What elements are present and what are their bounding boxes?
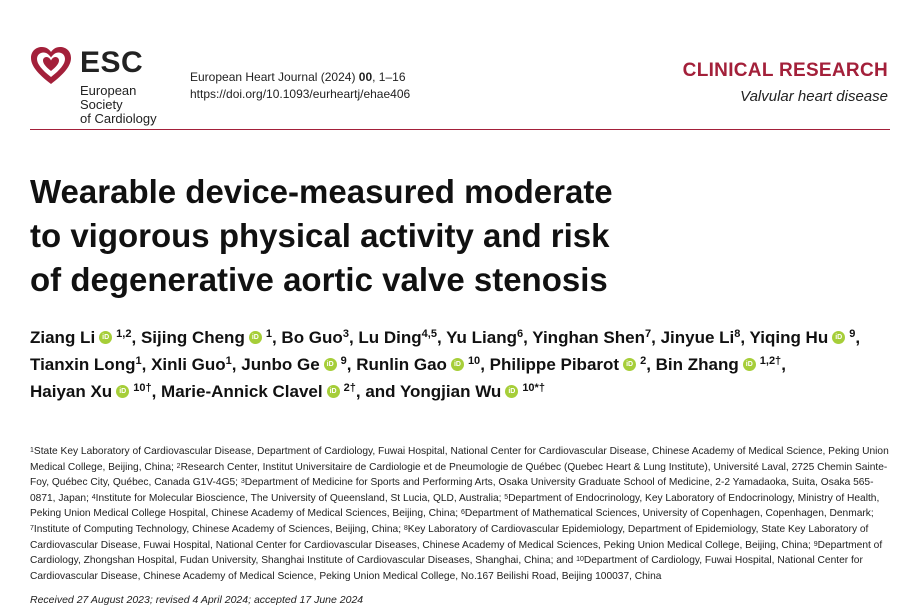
orcid-icon[interactable]: iD	[451, 358, 464, 371]
article-header	[0, 0, 910, 130]
logo-subtitle-line2: of Cardiology	[80, 111, 157, 126]
affiliation-number: 7	[30, 524, 34, 532]
affiliation-text: Department of Cardiology, Fuwai Hospital, National Center for Cardiovascular Disease, Chinese Academy of Medical Science, Peking Union Medical College, No.167 Beilishi Road, Beijing 100037, China	[30, 555, 863, 582]
author-name[interactable]	[141, 328, 277, 347]
author-name-text: Yu Liang	[446, 328, 517, 347]
affiliation-text: Institute for Molecular Bioscience, The University of Queensland, St Lucia, QLD, Australia;	[95, 492, 505, 504]
affiliation-text: Key Laboratory of Cardiovascular Epidemiology, Department of Epidemiology, State Key Laboratory of Cardiovascular Disease, Fuwai Hospital, National Center for Cardiovascular Diseases, Chinese Academy of Medical Sciences, Peking Union Medical College, Beijing, China;	[30, 523, 869, 551]
author-affiliation-marker: 1,2	[116, 328, 132, 340]
author-separator: ,	[781, 355, 786, 374]
author-list	[30, 324, 890, 405]
journal-volume: 00	[358, 70, 373, 84]
author-name-text: Philippe Pibarot	[489, 355, 620, 374]
author-name-text: Haiyan Xu	[30, 382, 113, 401]
affiliation-text: Department of Cardiology, Zhongshan Hospital, Fudan University, Shanghai Institute of Cardiovascular Diseases, Shanghai, China; and	[30, 539, 883, 567]
author-name-text: Lu Ding	[358, 328, 422, 347]
author-name-text: Jinyue Li	[660, 328, 735, 347]
affiliation-text: Department of Endocrinology, Key Laboratory of Endocrinology, Ministry of Health, Peking Union Medical College Hospital, Chinese Academy of Medical Sciences, Beijing, China;	[30, 492, 880, 520]
author-affiliation-marker: 6	[516, 328, 524, 340]
author-name[interactable]	[30, 328, 136, 347]
author-name[interactable]	[750, 328, 861, 347]
author-separator: ,	[436, 328, 442, 347]
author-name-text: Ziang Li	[30, 328, 96, 347]
author-name[interactable]	[30, 355, 146, 374]
logo-subtitle	[80, 84, 180, 126]
author-name-text: Runlin Gao	[356, 355, 447, 374]
orcid-icon[interactable]: iD	[99, 331, 112, 344]
affiliation-text: Research Center, Institut Universitaire de Cardiologie et de Pneumologie de Québec (Quebec Heart & Lung Institute), Université Laval, 2725 Chemin Sainte-Foy, Québec City, Québec, Canada G1V-4G5;	[30, 461, 888, 489]
author-affiliation-marker: 10†	[133, 382, 152, 394]
author-affiliation-marker: 4,5	[421, 328, 437, 340]
orcid-icon[interactable]: iD	[327, 385, 340, 398]
author-name[interactable]	[356, 355, 485, 374]
author-name-text: and Yongjian Wu	[365, 382, 502, 401]
affiliation-text: State Key Laboratory of Cardiovascular Disease, Department of Cardiology, Fuwai Hospital, National Center for Cardiovascular Disease, Chinese Academy of Medical Science, Peking Union Medical College, Beijing, China;	[30, 446, 889, 473]
author-name-text: Bin Zhang	[655, 355, 739, 374]
author-affiliation-marker: 9	[849, 328, 856, 340]
orcid-icon[interactable]: iD	[743, 358, 756, 371]
author-separator: ,	[480, 355, 485, 374]
author-separator: ,	[271, 328, 277, 347]
journal-pages: , 1–16	[372, 70, 406, 84]
citation-line	[190, 69, 410, 86]
section-label	[683, 60, 888, 106]
author-separator: ,	[346, 355, 352, 374]
author-name-text: Bo Guo	[281, 328, 343, 347]
author-separator: ,	[131, 328, 137, 347]
orcid-icon[interactable]: iD	[832, 331, 845, 344]
title-line: to vigorous physical activity and risk	[30, 217, 610, 254]
author-separator: ,	[151, 382, 157, 401]
affiliation-number: 6	[460, 509, 465, 517]
affiliation-number: 9	[813, 540, 818, 548]
esc-logo[interactable]	[30, 46, 180, 126]
author-name-text: Xinli Guo	[151, 355, 226, 374]
author-name[interactable]	[358, 328, 441, 347]
affiliation-text: Department of Mathematical Sciences, University of Copenhagen, Copenhagen, Denmark;	[464, 508, 874, 520]
author-affiliation-marker: 7	[644, 328, 652, 340]
author-affiliation-marker: 1,2†	[759, 355, 782, 367]
affiliation-number: 3	[240, 478, 245, 486]
affiliation-number: 1	[30, 447, 34, 454]
author-name-text: Yinghan Shen	[532, 328, 645, 347]
affiliation-text: Department of Medicine for Sports and Performing Arts, Osaka University Graduate School of Medicine, 2-2 Yamadaoka, Suita, Osaka 565-0871, Japan;	[30, 477, 874, 504]
author-affiliation-marker: 3	[342, 328, 349, 340]
author-name-text: Tianxin Long	[30, 355, 136, 374]
orcid-icon[interactable]: iD	[116, 385, 129, 398]
affiliation-number: 2	[176, 462, 181, 470]
title-line: Wearable device-measured moderate	[30, 173, 613, 210]
author-name[interactable]	[30, 382, 156, 401]
author-affiliation-marker: 10	[467, 355, 481, 367]
author-name-text: Junbo Ge	[241, 355, 320, 374]
author-separator: ,	[348, 328, 354, 347]
article-topic: Valvular heart disease	[740, 88, 888, 105]
logo-wordmark: ESC	[80, 46, 144, 79]
article-title	[30, 170, 790, 302]
affiliation-number: 4	[91, 493, 96, 501]
author-name-text: Marie-Annick Clavel	[161, 382, 323, 401]
affiliations	[30, 444, 890, 584]
logo-subtitle-line1: European Society	[80, 83, 137, 112]
author-name[interactable]	[532, 328, 656, 347]
header-divider	[30, 129, 890, 130]
author-name[interactable]	[281, 328, 353, 347]
journal-citation	[190, 69, 410, 103]
author-affiliation-marker: 10*†	[522, 382, 545, 394]
author-name-text: Sijing Cheng	[140, 328, 245, 347]
author-name[interactable]	[446, 328, 528, 347]
author-name[interactable]	[656, 355, 786, 374]
author-name[interactable]	[151, 355, 236, 374]
heart-logo-icon	[30, 46, 72, 86]
affiliation-number: 8	[403, 524, 408, 532]
author-separator: ,	[651, 328, 656, 347]
author-affiliation-marker: 1	[265, 328, 272, 340]
author-separator: ,	[355, 382, 361, 401]
doi-link[interactable]: https://doi.org/10.1093/eurheartj/ehae406	[190, 87, 411, 101]
orcid-icon[interactable]: iD	[505, 385, 518, 398]
author-separator: ,	[646, 355, 651, 374]
author-separator: ,	[855, 328, 861, 347]
journal-name: European Heart Journal (2024)	[190, 70, 356, 84]
author-affiliation-marker: 9	[340, 355, 347, 367]
author-name-text: Yiqing Hu	[749, 328, 829, 347]
author-affiliation-marker: 2	[640, 355, 647, 367]
author-affiliation-marker: 1	[135, 355, 142, 367]
author-separator: ,	[141, 355, 147, 374]
author-separator: ,	[740, 328, 746, 347]
author-name[interactable]	[365, 382, 545, 401]
orcid-icon[interactable]: iD	[249, 331, 262, 344]
affiliation-text: Institute of Computing Technology, Chinese Academy of Sciences, Beijing, China;	[33, 523, 404, 535]
orcid-icon[interactable]: iD	[324, 358, 337, 371]
author-affiliation-marker: 1	[225, 355, 232, 367]
author-name[interactable]	[490, 355, 651, 374]
title-line: of degenerative aortic valve stenosis	[30, 261, 608, 298]
affiliation-number: 10	[576, 556, 584, 564]
author-name[interactable]	[661, 328, 746, 347]
author-separator: ,	[231, 355, 237, 374]
received-dates: Received 27 August 2023; revised 4 April 2024; accepted 17 June 2024	[30, 594, 364, 606]
author-name[interactable]	[241, 355, 351, 374]
author-separator: ,	[523, 328, 528, 347]
orcid-icon[interactable]: iD	[623, 358, 636, 371]
author-name[interactable]	[161, 382, 361, 401]
author-affiliation-marker: 2†	[343, 382, 356, 394]
affiliation-number: 5	[504, 493, 509, 501]
author-affiliation-marker: 8	[734, 328, 741, 340]
article-type: CLINICAL RESEARCH	[682, 60, 888, 81]
